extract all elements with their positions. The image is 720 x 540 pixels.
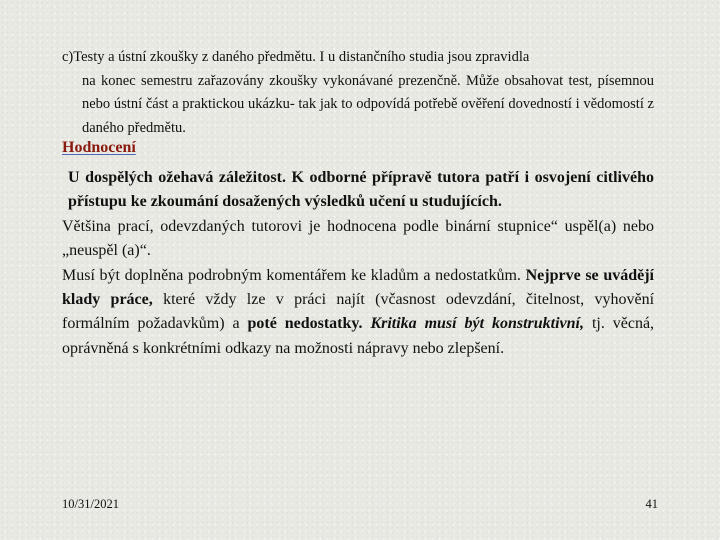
paragraph-intro: U dospělých ožehavá záležitost. K odborné přípravě tutora patří i osvojení citlivého přístupu ke zkoumání dosažených výsledků učení u studujících.	[68, 169, 654, 211]
commentary-sentence: Musí být doplněna podrobným komentářem ke kladům a nedostatkům.	[62, 266, 521, 284]
item-c-first-line: c)Testy a ústní zkoušky z daného předmětu. I u distančního studia jsou zpravidla	[62, 49, 530, 65]
commentary-critique-detail: tj. věcná, oprávněná s konkrétními odkazy na možnosti nápravy nebo zlepšení.	[62, 315, 655, 357]
commentary-negatives: poté nedostatky.	[247, 315, 363, 333]
commentary-critique: Kritika musí být konstruktivní,	[370, 315, 585, 333]
item-c-continuation: na konec semestru zařazovány zkoušky vykonávané prezenčně. Může obsahovat test, písemnou nebo ústní část a praktickou ukázku- tak jak to odpovídá potřebě ověření dovedností i vědomostí z daného předmětu.	[82, 72, 654, 136]
section-heading: Hodnocení	[62, 139, 136, 156]
item-c-paragraph	[62, 46, 654, 140]
main-text	[62, 166, 654, 361]
paragraph-commentary	[62, 264, 654, 362]
commentary-positives-detail: které vždy lze v práci najít (včasnost odevzdání, čitelnost, vyhovění formálním požadavkům) a	[62, 291, 655, 333]
commentary-positives: Nejprve se uvádějí klady práce,	[62, 266, 654, 309]
page-number: 41	[645, 497, 658, 511]
paragraph-binary-scale: Většina prací, odevzdaných tutorovi je hodnocena podle binární stupnice“ uspěl(a) nebo „neuspěl (a)“.	[62, 217, 654, 260]
footer-date: 10/31/2021	[62, 497, 119, 511]
